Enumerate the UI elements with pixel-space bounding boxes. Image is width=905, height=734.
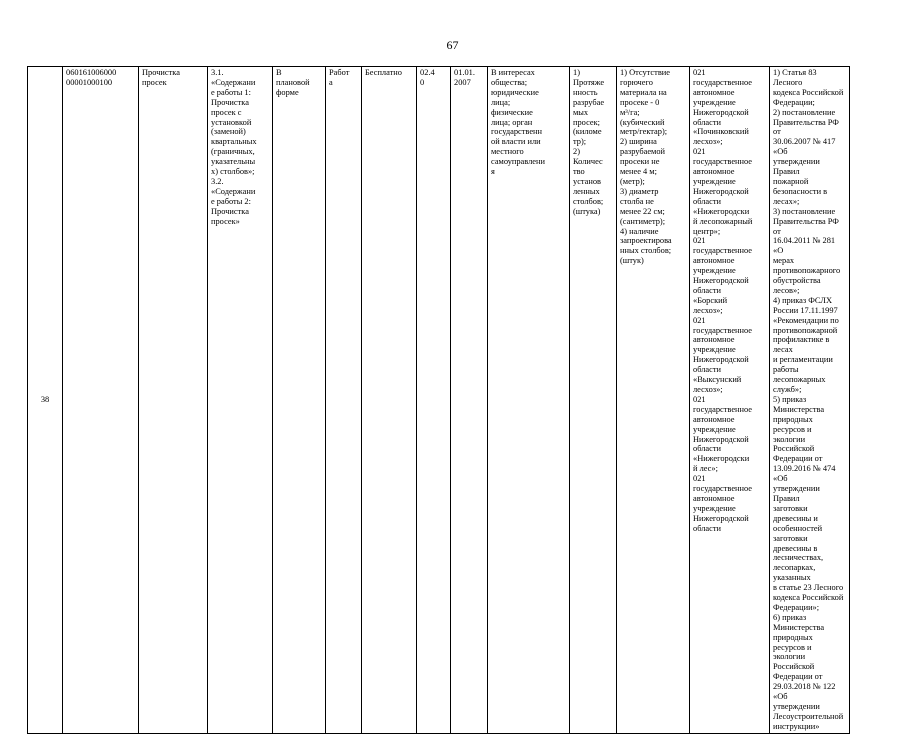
legal-basis-cell: 1) Статья 83 Лесного кодекса Российской Федерации; 2) постановление Правительства РФ от 30.06.2007 № 417 «Об утверждении Правил пожарной безопасности в лесах»; 3) постановление Правительства РФ от 16.04.2011 № 281 «О мерах противопожарного обустройства лесов»; 4) приказ ФСЛХ России 17.11.1997 «Рекомендации по противопожарной профилактике в лесах и регламентации работы лесопожарных служб»; 5) приказ Министерства природных ресурсов и экологии Российской Федерации от 13.09.2016 № 474 «Об утверждении Правил заготовки древесины и особенностей заготовки древесины в лесничествах, лесопарках, указанных в статье 23 Лесного кодекса Российской Федерации»; 6) приказ Министерства природных ресурсов и экологии Российской Федерации от 29.03.2018 № 122 «Об утверждении Лесоустроительной инструкции» <box>770 67 850 734</box>
work-content-cell: 3.1. «Содержани е работы 1: Прочистка просек с установкой (заменой) квартальных (граничных, указательны х) столбов»; 3.2. «Содержани е работы 2: Прочистка просек» <box>208 67 273 734</box>
registry-table <box>27 66 850 734</box>
start-date-cell: 01.01. 2007 <box>451 67 488 734</box>
institutions-cell: 021 государственное автономное учреждение Нижегородской области «Починковский лесхоз»; 021 государственное автономное учреждение Нижегородской области «Нижегородски й лесопожарный центр»; 021 государственное автономное учреждение Нижегородской области «Борский лесхоз»; 021 государственное автономное учреждение Нижегородской области «Выксунский лесхоз»; 021 государственное автономное учреждение Нижегородской области «Нижегородски й лес»; 021 государственное автономное учреждение Нижегородской области <box>690 67 770 734</box>
table-row <box>28 67 850 734</box>
okved-code-cell: 02.4 0 <box>417 67 451 734</box>
volume-indicators-cell: 1) Протяже нность разрубае мых просек; (киломе тр); 2) Количес тво установ ленных столбов; (штука) <box>570 67 617 734</box>
provision-form-cell: В плановой форме <box>273 67 326 734</box>
quality-indicators-cell: 1) Отсутствие горючего материала на просеке - 0 м³/га; (кубический метр/гектар); 2) ширина разрубаемой просеки не менее 4 м; (метр); 3) диаметр столба не менее 22 см; (сантиметр); 4) наличие запроектирова нных столбов; (штук) <box>617 67 690 734</box>
registry-code-cell: 060161006000 00001000100 <box>63 67 139 734</box>
service-type-cell: Работ а <box>326 67 362 734</box>
consumers-cell: В интересах общества; юридические лица; физические лица; орган государственн ой власти или местного самоуправлени я <box>488 67 570 734</box>
page-number: 67 <box>446 38 459 52</box>
row-number-cell: 38 <box>28 67 63 734</box>
service-name-cell: Прочистка просек <box>139 67 208 734</box>
payment-cell: Бесплатно <box>362 67 417 734</box>
